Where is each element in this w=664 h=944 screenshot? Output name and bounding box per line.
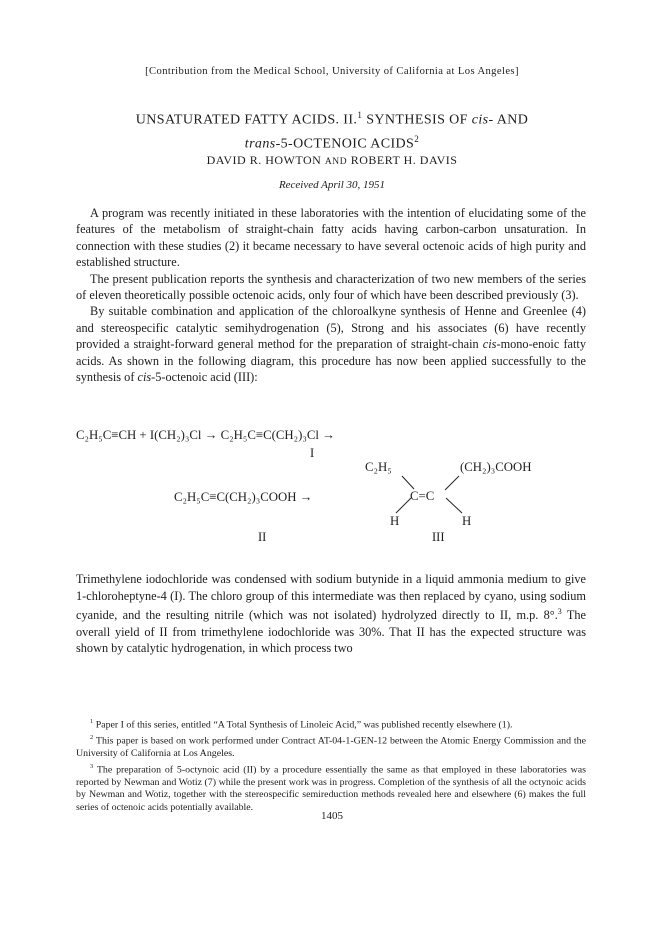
title-line-2: trans-5-OCTENOIC ACIDS$^2$ (244, 133, 420, 152)
footnote-ref-1[interactable]: 1 (357, 110, 363, 120)
bond-line (446, 498, 462, 513)
author-name: DAVID R. HOWTON (206, 153, 322, 167)
paragraph: The present publication reports the synthesis and characterization of two new members of the series of eleven theoretically possible octenoic acids, only four of which have been described previously (3). (76, 271, 586, 303)
paragraph: Trimethylene iodochloride was condensed with sodium butynide in a liquid ammonia medium to give 1-chloroheptyne-4 (I). The chloro group of this intermediate was then replaced by cyano, using sodium cyanide, and the resulting nitrile (which was not isolated) hydrolyzed directly to II, m.p. 8°.$^3$ The overall yield of II from trimethylene iodochloride was 30%. That II has the expected structure was shown by catalytic hydrogenation, in which process two (76, 572, 586, 656)
compound-iii-ethyl: C₂H₅ (365, 460, 392, 474)
scheme-line-2: C₂H₅C≡C(CH₂)₃COOH → (174, 490, 313, 504)
compound-label-I: I (310, 446, 315, 460)
body-text-top (76, 205, 586, 385)
compound-iii-hydrogen-2: H (462, 514, 472, 528)
paragraph: By suitable combination and application of the chloroalkyne synthesis of Henne and Greenlee (4) and stereospecific catalytic semihydrogenation (5), Strong and his associates (6) have recently provided a straight-forward general method for the preparation of straight-chain cis-mono-enoic fatty acids. As shown in the following diagram, this procedure has now been applied successfully to the synthesis of cis-5-octenoic acid (III): (76, 304, 586, 385)
footnote-ref-3[interactable]: 3 (557, 607, 562, 617)
footnote: $^3$ The preparation of 5-octynoic acid (II) by a procedure essentially the same as that employed in these laboratories was reported by Newman and Wotiz (7) while the present work was in progress. Completion of the synthesis of all the octynoic acids by Newman and Wotiz, together with the stereospecific semireduction methods revealed here and elsewhere (6) makes the full series of octenoic acids potentially available. (76, 762, 586, 814)
compound-iii-acid-chain: (CH₂)₃COOH (460, 460, 532, 474)
author-line: DAVID R. HOWTON AND ROBERT H. DAVIS (206, 153, 458, 167)
bond-line (396, 498, 411, 513)
compound-label-III: III (432, 530, 445, 544)
bond-line (445, 476, 459, 490)
bond-line (402, 476, 414, 489)
compound-iii-hydrogen-1: H (390, 514, 400, 528)
body-text-bottom (76, 559, 586, 669)
scheme-line-1: C₂H₅C≡CH + I(CH₂)₃Cl → C₂H₅C≡C(CH₂)₃Cl → (76, 428, 335, 442)
footnote-ref-2[interactable]: 2 (414, 133, 420, 144)
title-line-1: UNSATURATED FATTY ACIDS. II.$^1$ SYNTHESIS OF cis- AND (135, 110, 529, 128)
received-date: Received April 30, 1951 (278, 179, 386, 191)
footnotes (76, 716, 586, 815)
footnote: $^2$ This paper is based on work performed under Contract AT-04-1-GEN-12 between the Atomic Energy Commission and the University of California at Los Angeles. (76, 734, 586, 759)
paragraph: A program was recently initiated in these laboratories with the intention of elucidating some of the features of the metabolism of straight-chain fatty acids having carbon-carbon unsaturation. In connection with these studies (2) it became necessary to have several octenoic acids of high purity and established structure. (76, 206, 586, 270)
footnote: $^1$ Paper I of this series, entitled “A Total Synthesis of Linoleic Acid,” was published recently elsewhere (1). (90, 718, 513, 731)
article-title (60, 106, 604, 153)
compound-iii-double-bond: C=C (410, 489, 435, 503)
compound-label-II: II (258, 530, 267, 544)
compound-iii-bonds (380, 470, 480, 520)
affiliation-line: [Contribution from the Medical School, University of California at Los Angeles] (145, 66, 519, 77)
page-number: 1405 (321, 810, 343, 822)
author-name: ROBERT H. DAVIS (350, 153, 458, 167)
